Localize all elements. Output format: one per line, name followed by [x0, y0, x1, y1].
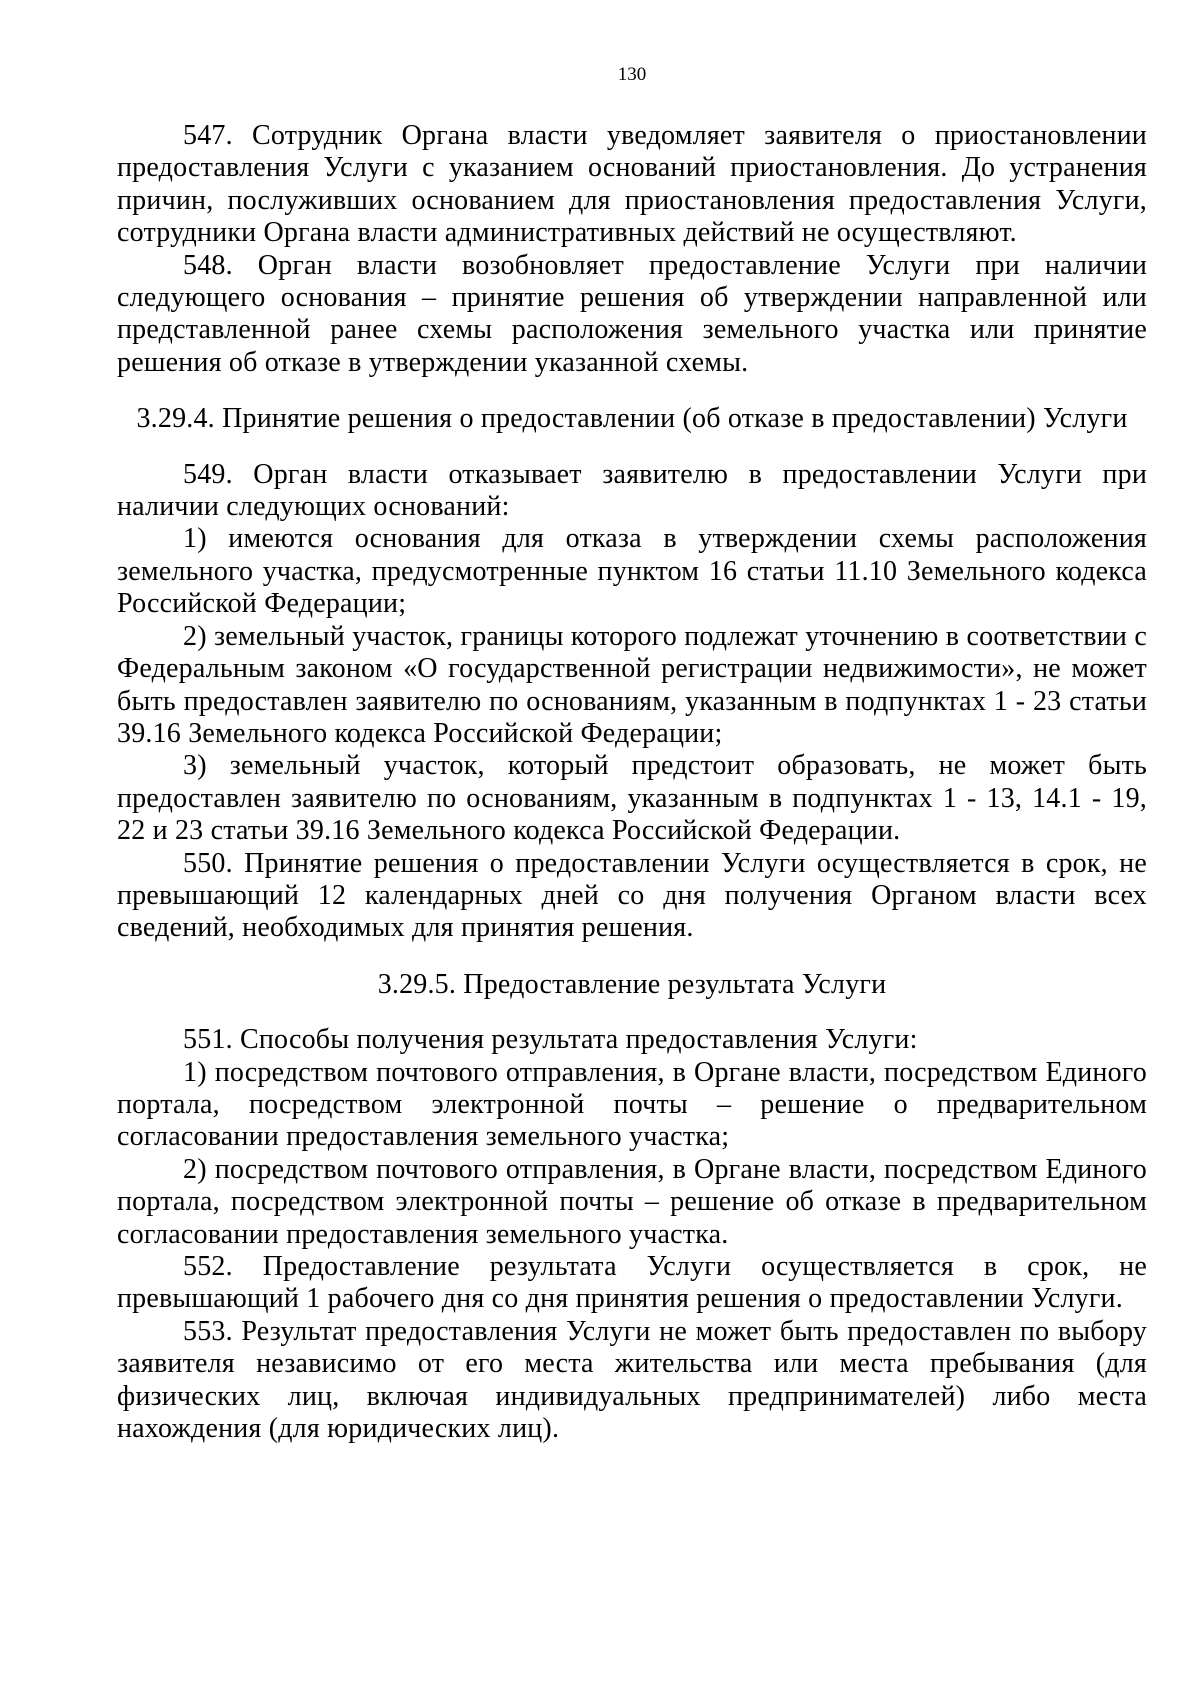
list-item-551-1: 1) посредством почтового отправления, в Органе власти, посредством Единого портала, посредством электронной почты – решение о предварительном согласовании предоставления земельного участка; — [117, 1056, 1147, 1153]
list-item-549-1: 1) имеются основания для отказа в утверждении схемы расположения земельного участка, предусмотренные пунктом 16 статьи 11.10 Земельного кодекса Российской Федерации; — [117, 523, 1147, 620]
document-page — [117, 64, 1147, 1445]
page-number: 130 — [617, 64, 647, 85]
paragraph-551: 551. Способы получения результата предоставления Услуги: — [183, 1024, 918, 1056]
paragraph-548: 548. Орган власти возобновляет предоставление Услуги при наличии следующего основания – принятие решения об утверждении направленной или представленной ранее схемы расположения земельного участка или принятие решения об отказе в утверждении указанной схемы. — [117, 249, 1147, 378]
section-heading-3-29-5: 3.29.5. Предоставление результата Услуги — [377, 968, 887, 1000]
paragraph-553: 553. Результат предоставления Услуги не может быть предоставлен по выбору заявителя независимо от его места жительства или места пребывания (для физических лиц, включая индивидуальных предпринимателей) либо места нахождения (для юридических лиц). — [117, 1315, 1147, 1445]
list-item-551-2: 2) посредством почтового отправления, в Органе власти, посредством Единого портала, посредством электронной почты – решение об отказе в предварительном согласовании предоставления земельного участка. — [117, 1153, 1147, 1250]
paragraph-550: 550. Принятие решения о предоставлении Услуги осуществляется в срок, не превышающий 12 календарных дней со дня получения Органом власти всех сведений, необходимых для принятия решения. — [117, 847, 1147, 944]
paragraph-547: 547. Сотрудник Органа власти уведомляет заявителя о приостановлении предоставления Услуги с указанием оснований приостановления. До устранения причин, послуживших основанием для приостановления предоставления Услуги, сотрудники Органа власти административных действий не осуществляют. — [117, 120, 1147, 249]
paragraph-552: 552. Предоставление результата Услуги осуществляется в срок, не превышающий 1 рабочего дня со дня принятия решения о предоставлении Услуги. — [117, 1251, 1147, 1315]
paragraph-549: 549. Орган власти отказывает заявителю в предоставлении Услуги при наличии следующих оснований: — [117, 458, 1147, 523]
list-item-549-3: 3) земельный участок, который предстоит образовать, не может быть предоставлен заявителю по основаниям, указанным в подпунктах 1 - 13, 14.1 - 19, 22 и 23 статьи 39.16 Земельного кодекса Российской Федерации. — [117, 750, 1147, 847]
list-item-549-2: 2) земельный участок, границы которого подлежат уточнению в соответствии с Федеральным законом «О государственной регистрации недвижимости», не может быть предоставлен заявителю по основаниям, указанным в подпунктах 1 - 23 статьи 39.16 Земельного кодекса Российской Федерации; — [117, 620, 1147, 749]
section-heading-3-29-4: 3.29.4. Принятие решения о предоставлении (об отказе в предоставлении) Услуги — [136, 403, 1128, 435]
